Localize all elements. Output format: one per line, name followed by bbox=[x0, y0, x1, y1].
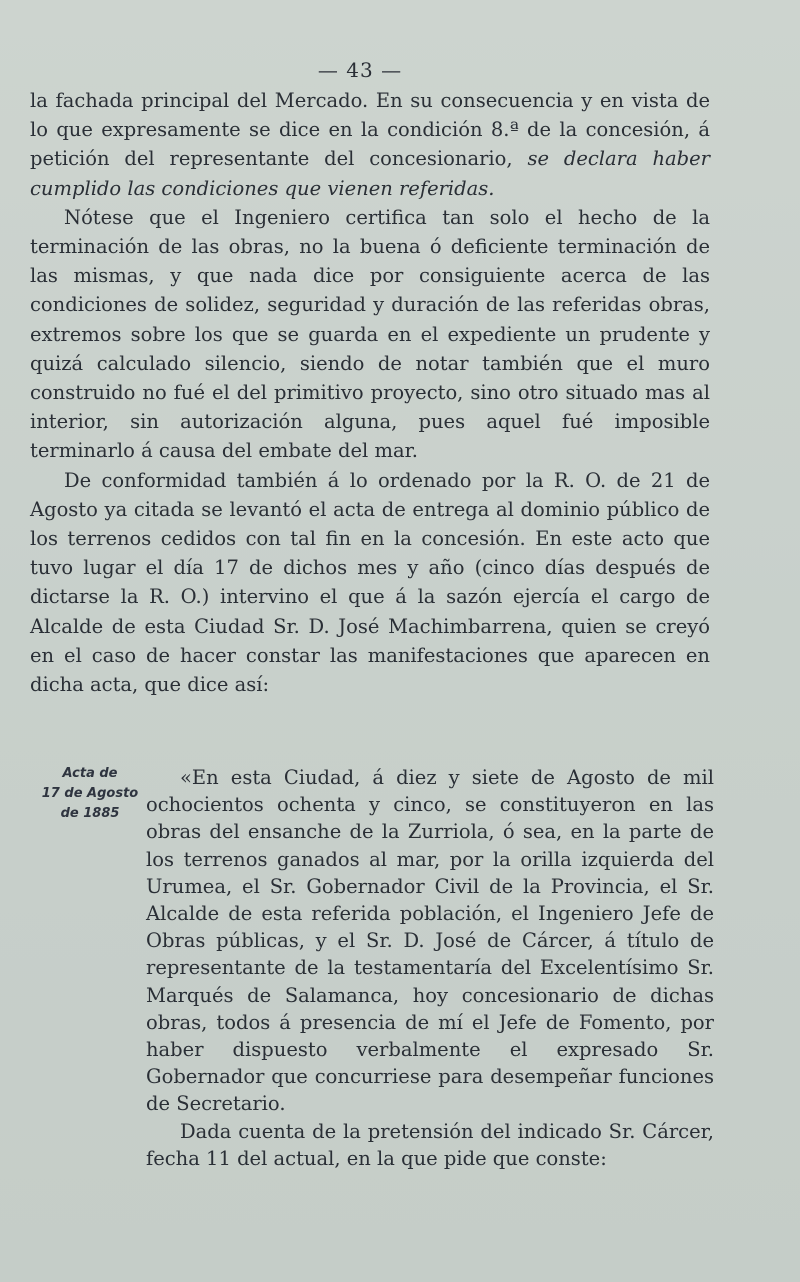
margin-note-line: 17 de Agosto bbox=[41, 786, 139, 801]
paragraph-1 bbox=[30, 86, 710, 203]
main-text-block bbox=[30, 86, 710, 699]
page-number: — 43 — bbox=[317, 58, 403, 82]
paragraph-2: Nótese que el Ingeniero certifica tan solo el hecho de la terminación de las obras, no la buena ó deficiente terminación de las mismas, y que nada dice por consiguiente acerca de las condiciones de solidez, seguridad y duración de las referidas obras, extremos sobre los que se guarda en el expediente un prudente y quizá calculado silencio, siendo de notar también que el muro construido no fué el del primitivo proyecto, sino otro situado mas al interior, sin autorización alguna, pues aquel fué imposible terminarlo á causa del embate del mar. bbox=[30, 205, 710, 463]
acta-paragraph-1: «En esta Ciudad, á diez y siete de Agosto de mil ochocientos ochenta y cinco, se constituyeron en las obras del ensanche de la Zurriola, ó sea, en la parte de los terrenos ganados al mar, por la orilla izquierda del Urumea, el Sr. Gobernador Civil de la Provincia, el Sr. Alcalde de esta referida población, el Ingeniero Jefe de Obras públicas, y el Sr. D. José de Cárcer, á título de representante de la testamentaría del Excelentísimo Sr. Marqués de Salamanca, hoy concesionario de dichas obras, todos á presencia de mí el Jefe de Fomento, por haber dispuesto verbalmente el expresado Sr. Gobernador que concurriese para desempeñar funciones de Secretario. bbox=[146, 766, 714, 1116]
acta-paragraph-2: Dada cuenta de la pretensión del indicado Sr. Cárcer, fecha 11 del actual, en la que pide que conste: bbox=[146, 1119, 714, 1170]
margin-note bbox=[40, 764, 140, 824]
margin-note-line: de 1885 bbox=[60, 806, 120, 821]
paragraph-3: De conformidad también á lo ordenado por la R. O. de 21 de Agosto ya citada se levantó el acta de entrega al dominio público de los terrenos cedidos con tal fin en la concesión. En este acto que tuvo lugar el día 17 de dichos mes y año (cinco días después de dictarse la R. O.) intervino el que á la sazón ejercía el cargo de Alcalde de esta Ciudad Sr. D. José Machimbarrena, quien se creyó en el caso de hacer constar las manifestaciones que aparecen en dicha acta, que dice así: bbox=[30, 468, 710, 697]
acta-text-block bbox=[146, 764, 714, 1172]
paragraph-1-italic: se declara haber cumplido las condiciones que vienen referidas. bbox=[30, 147, 711, 200]
margin-note-line: Acta de bbox=[62, 766, 118, 781]
paragraph-1-text: la fachada principal del Mercado. En su consecuencia y en vista de lo que expresamente se dice en la condición 8.ª de la concesión, á petición del representante del concesionario, bbox=[30, 89, 710, 171]
